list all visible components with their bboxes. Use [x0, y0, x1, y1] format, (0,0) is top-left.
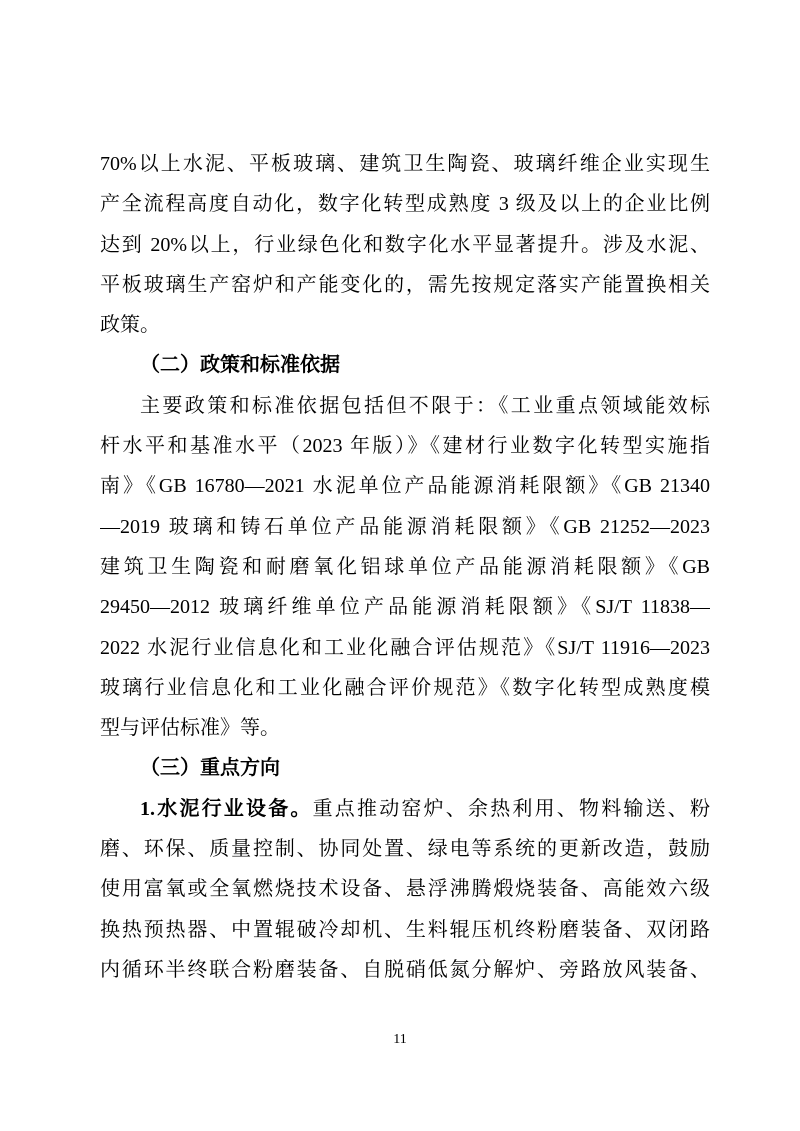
text-line: 南》《GB 16780—2021 水泥单位产品能源消耗限额》《GB 21340 [100, 475, 710, 498]
paragraph-lead-bold: 1.水泥行业设备。 [140, 797, 313, 820]
paragraph-lead-rest: 重点推动窑炉、余热利用、物料输送、粉 [312, 797, 710, 820]
text-line: 磨、环保、质量控制、协同处置、绿电等系统的更新改造，鼓励 [100, 838, 710, 861]
text-line: 型与评估标准》等。 [100, 717, 280, 740]
text-line [100, 789, 710, 829]
text-line: 平板玻璃生产窑炉和产能变化的，需先按规定落实产能置换相关 [100, 273, 710, 296]
text-line: 政策。 [100, 314, 160, 337]
document-body [100, 144, 710, 990]
section-heading-3: （三）重点方向 [140, 757, 280, 780]
page-number: 11 [393, 1032, 407, 1047]
text-line: 杆水平和基准水平（2023 年版）》《建材行业数字化转型实施指 [100, 435, 710, 458]
text-line: 建筑卫生陶瓷和耐磨氧化铝球单位产品能源消耗限额》《GB [100, 555, 710, 578]
text-line: 达到 20%以上，行业绿色化和数字化水平显著提升。涉及水泥、 [100, 233, 710, 256]
section-heading-2: （二）政策和标准依据 [140, 354, 340, 377]
text-line: 使用富氧或全氧燃烧技术设备、悬浮沸腾煅烧装备、高能效六级 [100, 878, 710, 901]
text-line: 主要政策和标准依据包括但不限于：《工业重点领域能效标 [140, 394, 710, 417]
text-line: 产全流程高度自动化，数字化转型成熟度 3 级及以上的企业比例 [100, 193, 710, 216]
text-line: 2022 水泥行业信息化和工业化融合评估规范》《SJ/T 11916—2023 [100, 636, 710, 659]
text-line: 玻璃行业信息化和工业化融合评价规范》《数字化转型成熟度模 [100, 676, 710, 699]
text-line: 换热预热器、中置辊破冷却机、生料辊压机终粉磨装备、双闭路 [100, 918, 710, 941]
text-line: 29450—2012 玻璃纤维单位产品能源消耗限额》《SJ/T 11838— [100, 596, 710, 619]
text-line: —2019 玻璃和铸石单位产品能源消耗限额》《GB 21252—2023 [100, 515, 710, 538]
text-line: 内循环半终联合粉磨装备、自脱硝低氮分解炉、旁路放风装备、 [100, 958, 710, 981]
text-line: 70%以上水泥、平板玻璃、建筑卫生陶瓷、玻璃纤维企业实现生 [100, 153, 710, 175]
